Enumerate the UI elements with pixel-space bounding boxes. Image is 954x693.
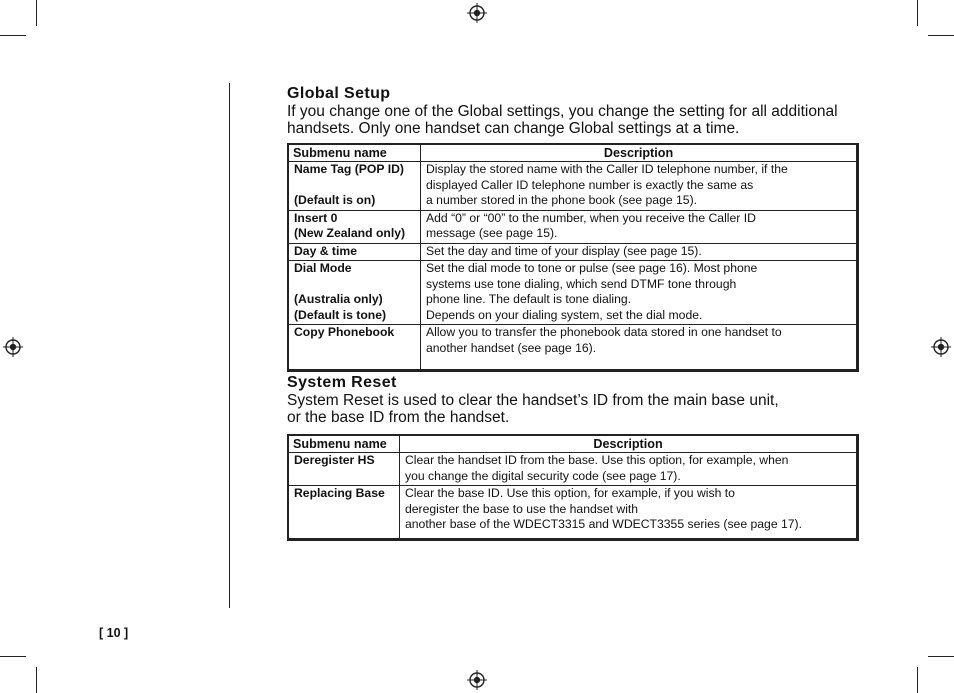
submenu-note: (Default is tone) [294,307,387,322]
description-cell [421,162,858,211]
description-line: Set the day and time of your display (see page 15). [426,243,702,258]
column-header-submenu: Submenu name [288,435,400,453]
submenu-name: Deregister HS [294,453,375,467]
submenu-name: Dial Mode [294,261,352,275]
page-number: [ 10 ] [99,626,129,640]
column-header-description: Description [421,144,858,162]
submenu-name: Replacing Base [294,486,385,500]
description-line: message (see page 15). [426,226,558,240]
submenu-name-cell [288,261,421,325]
crop-mark-top-right [928,35,954,36]
description-line: deregister the base to use the handset with [405,501,639,516]
description-line: Clear the base ID. Use this option, for example, if you wish to [405,486,735,500]
table-row [288,325,858,371]
global-setup-section [287,84,877,372]
system-reset-heading: System Reset [287,374,397,391]
submenu-name: Day & time [294,243,357,258]
description-line: another base of the WDECT3315 and WDECT3355 series (see page 17). [405,517,802,531]
submenu-name: Copy Phonebook [294,325,395,339]
crop-mark-bottom-left [0,656,26,657]
description-line: Set the dial mode to tone or pulse (see page 16). Most phone [426,261,758,275]
table-row [288,162,858,211]
table-row [288,453,858,486]
submenu-name: Insert 0 [294,210,338,225]
description-line: displayed Caller ID telephone number is exactly the same as [426,177,754,192]
submenu-note: (New Zealand only) [294,226,406,240]
table-row [288,243,858,261]
submenu-note: (Default is on) [294,193,376,207]
crop-mark-bottom-right [917,667,918,693]
description-line: another handset (see page 16). [426,340,597,355]
submenu-name: Name Tag (POP ID) [294,162,404,176]
crop-mark-top-left [0,35,26,36]
description-line: Add “0” or “00” to the number, when you receive the Caller ID [426,210,756,225]
table-row [288,210,858,243]
system-reset-table [287,434,859,541]
submenu-name-cell [288,210,421,243]
column-header-description: Description [400,435,858,453]
description-line: Depends on your dialing system, set the dial mode. [426,307,703,322]
global-setup-intro: If you change one of the Global settings, you change the setting for all additional handsets. Only one handset can change Global settings at a time. [287,103,838,137]
description-cell [400,453,858,486]
description-line: Clear the handset ID from the base. Use this option, for example, when [405,453,789,467]
global-setup-heading: Global Setup [287,85,391,102]
description-cell [400,486,858,540]
submenu-note: (Australia only) [294,292,383,306]
registration-mark-right-icon [931,337,951,357]
intro-line: or the base ID from the handset. [287,409,510,426]
description-cell [421,261,858,325]
crop-mark-bottom-left [36,667,37,693]
description-cell [421,325,858,371]
crop-mark-top-left [36,0,37,26]
submenu-name-cell [288,162,421,211]
submenu-name-cell [288,453,400,486]
description-line: you change the digital security code (see page 17). [405,468,681,483]
crop-mark-top-right [917,0,918,26]
description-cell [421,243,858,261]
description-line: a number stored in the phone book (see page 15). [426,193,698,207]
table-row [288,486,858,540]
description-cell [421,210,858,243]
description-line: systems use tone dialing, which send DTMF tone through [426,276,737,291]
global-setup-table [287,143,859,372]
description-line: Allow you to transfer the phonebook data stored in one handset to [426,325,782,339]
crop-mark-bottom-right [928,656,954,657]
page-content [287,84,877,541]
system-reset-intro [287,392,877,426]
table-header-row [288,144,858,162]
intro-line: System Reset is used to clear the handset’s ID from the main base unit, [287,392,779,409]
registration-mark-left-icon [3,337,23,357]
margin-rule [229,83,230,608]
description-line: Display the stored name with the Caller ID telephone number, if the [426,162,788,176]
table-header-row [288,435,858,453]
submenu-name-cell [288,243,421,261]
column-header-submenu: Submenu name [288,144,421,162]
registration-mark-top-icon [467,3,487,23]
system-reset-section [287,373,877,541]
table-row [288,261,858,325]
submenu-name-cell [288,325,421,371]
description-line: phone line. The default is tone dialing. [426,292,632,306]
registration-mark-bottom-icon [467,670,487,690]
submenu-name-cell [288,486,400,540]
